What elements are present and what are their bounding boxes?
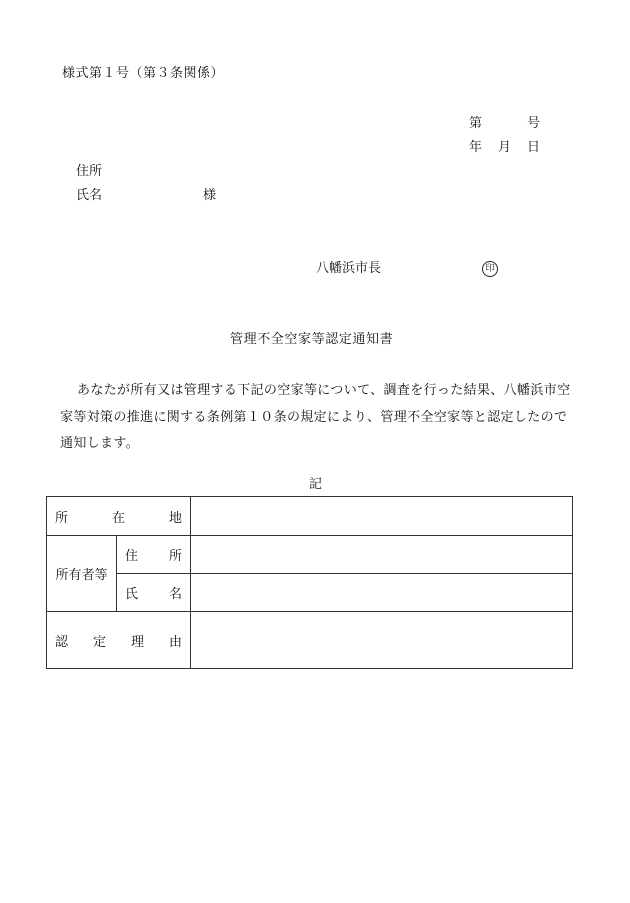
location-char: 地 xyxy=(169,510,183,526)
addressee-honorific: 様 xyxy=(203,188,217,203)
owner-address-label xyxy=(117,536,191,574)
location-label xyxy=(47,497,191,536)
details-table xyxy=(46,496,573,669)
reason-label xyxy=(47,612,191,669)
location-value-cell[interactable] xyxy=(191,497,573,536)
body-text: あなたが所有又は管理する下記の空家等について、調査を行った結果、八幡浜市空家等対策の推進に関する条例第１０条の規定により、管理不全空家等と認定したので通知します。 xyxy=(60,383,571,451)
owner-address-value-cell[interactable] xyxy=(191,536,573,574)
owner-name-value-cell[interactable] xyxy=(191,574,573,612)
location-char: 所 xyxy=(55,510,69,526)
reason-char: 認 xyxy=(55,634,69,650)
owner-label: 所有者等 xyxy=(47,536,117,612)
location-row xyxy=(47,497,573,536)
ki-label: 記 xyxy=(309,477,323,492)
owner-name-label xyxy=(117,574,191,612)
doc-number-prefix: 第 xyxy=(469,116,483,131)
reason-char: 定 xyxy=(93,634,107,650)
document-title: 管理不全空家等認定通知書 xyxy=(230,332,394,347)
issuer-title: 八幡浜市長 xyxy=(316,261,382,276)
reason-value-cell[interactable] xyxy=(191,612,573,669)
location-char: 在 xyxy=(112,510,126,526)
reason-char: 由 xyxy=(169,634,183,650)
reason-row xyxy=(47,612,573,669)
owner-name-char: 名 xyxy=(169,587,183,602)
owner-address-row xyxy=(47,536,573,574)
owner-name-char: 氏 xyxy=(125,587,139,602)
date-day: 日 xyxy=(527,140,541,155)
addressee-address-label: 住所 xyxy=(76,164,103,179)
seal-mark: 印 xyxy=(482,261,498,277)
date-year: 年 xyxy=(469,140,483,155)
date-month: 月 xyxy=(498,140,512,155)
reason-char: 理 xyxy=(131,634,145,650)
doc-number-suffix: 号 xyxy=(527,116,541,131)
owner-address-char: 所 xyxy=(169,549,183,564)
owner-name-row xyxy=(47,574,573,612)
form-number: 様式第１号（第３条関係） xyxy=(62,66,225,81)
owner-address-char: 住 xyxy=(125,549,139,564)
addressee-name-label: 氏名 xyxy=(76,188,103,203)
